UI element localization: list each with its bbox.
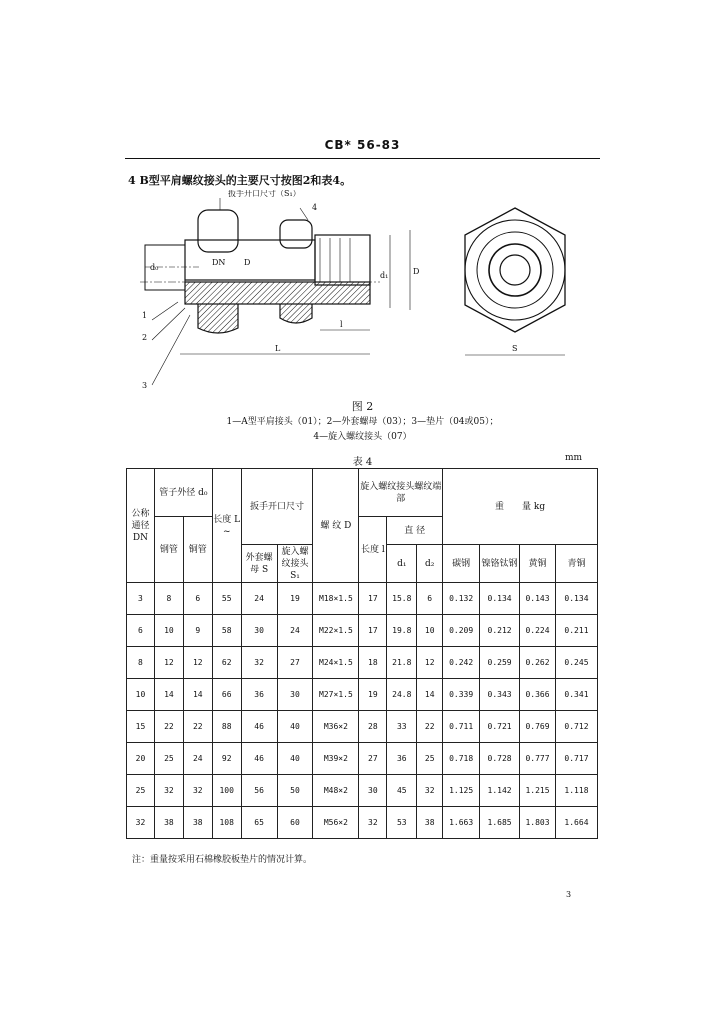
figure-legend-line-1: 1—A型平肩接头（01）；2—外套螺母（03）；3—垫片（04或05）； xyxy=(226,417,499,427)
table-row xyxy=(127,615,598,647)
table-cell: 0.366 xyxy=(520,679,556,711)
table-cell: 22 xyxy=(417,711,443,743)
table-row xyxy=(127,647,598,679)
table-cell: 1.663 xyxy=(443,807,480,839)
table-cell: 14 xyxy=(183,679,212,711)
table-cell: 15 xyxy=(127,711,155,743)
section-intro: 4 B型平肩螺纹接头的主要尺寸按图2和表4。 xyxy=(128,174,352,187)
header-d1: d₁ xyxy=(387,545,417,583)
table-cell: 32 xyxy=(359,807,387,839)
table-row xyxy=(127,775,598,807)
table-cell: 14 xyxy=(417,679,443,711)
table-cell: M48×2 xyxy=(313,775,359,807)
table-row xyxy=(127,711,598,743)
table-cell: 0.718 xyxy=(443,743,480,775)
callout-1: 1 xyxy=(142,311,148,320)
table-cell: 0.717 xyxy=(555,743,597,775)
header-carbon-steel: 碳钢 xyxy=(443,545,480,583)
hex-end-view xyxy=(465,208,565,332)
table-cell: 38 xyxy=(154,807,183,839)
table-cell: 24.8 xyxy=(387,679,417,711)
table-cell: 88 xyxy=(212,711,241,743)
dimension-table xyxy=(126,468,598,839)
table-cell: 12 xyxy=(154,647,183,679)
callout-2: 2 xyxy=(142,333,148,342)
table-body xyxy=(127,583,598,839)
header-brass: 黄铜 xyxy=(520,545,556,583)
table-cell: 32 xyxy=(154,775,183,807)
header-copper: 铜管 xyxy=(183,517,212,583)
screw-joint-hex-shape xyxy=(280,220,312,248)
dim-s: S xyxy=(512,344,518,353)
table-cell: 21.8 xyxy=(387,647,417,679)
table-cell: 38 xyxy=(417,807,443,839)
table-cell: 0.341 xyxy=(555,679,597,711)
table-cell: 9 xyxy=(183,615,212,647)
table-cell: 46 xyxy=(241,743,277,775)
table-cell: 0.259 xyxy=(480,647,520,679)
table-row xyxy=(127,583,598,615)
table-cell: 6 xyxy=(183,583,212,615)
header-screw-end: 旋入螺纹接头螺纹端部 xyxy=(359,469,443,517)
table-cell: M24×1.5 xyxy=(313,647,359,679)
header-wrench: 扳手开口尺寸 xyxy=(241,469,313,545)
table-cell: 8 xyxy=(154,583,183,615)
dim-l: l xyxy=(340,320,343,329)
table-row xyxy=(127,679,598,711)
table-cell: 40 xyxy=(277,711,313,743)
table-cell: 22 xyxy=(154,711,183,743)
dim-d-right: D xyxy=(413,267,420,276)
table-cell: 25 xyxy=(417,743,443,775)
header-thread: 螺 纹 D xyxy=(313,469,359,583)
table-cell: 1.664 xyxy=(555,807,597,839)
table-cell: 17 xyxy=(359,583,387,615)
table-cell: 1.125 xyxy=(443,775,480,807)
table-cell: 6 xyxy=(127,615,155,647)
table-cell: 1.215 xyxy=(520,775,556,807)
table-cell: 19 xyxy=(359,679,387,711)
table-cell: 62 xyxy=(212,647,241,679)
table-cell: 0.711 xyxy=(443,711,480,743)
table-row xyxy=(127,743,598,775)
table-cell: 1.685 xyxy=(480,807,520,839)
table-cell: M39×2 xyxy=(313,743,359,775)
table-cell: 0.212 xyxy=(480,615,520,647)
table-cell: 58 xyxy=(212,615,241,647)
table-cell: 8 xyxy=(127,647,155,679)
table-cell: 36 xyxy=(241,679,277,711)
header-l: 长度 l xyxy=(359,517,387,583)
header-nut-s: 外套螺母 S xyxy=(241,545,277,583)
table-cell: 36 xyxy=(387,743,417,775)
table-cell: 60 xyxy=(277,807,313,839)
table-cell: 1.118 xyxy=(555,775,597,807)
dim-dn: DN xyxy=(212,258,226,267)
table-cell: 28 xyxy=(359,711,387,743)
table-cell: 55 xyxy=(212,583,241,615)
table-cell: 15.8 xyxy=(387,583,417,615)
table-cell: 32 xyxy=(241,647,277,679)
table-cell: 56 xyxy=(241,775,277,807)
table-cell: 10 xyxy=(127,679,155,711)
table-cell: 20 xyxy=(127,743,155,775)
table-cell: 0.134 xyxy=(480,583,520,615)
table-cell: 0.712 xyxy=(555,711,597,743)
table-cell: 24 xyxy=(277,615,313,647)
table-cell: 22 xyxy=(183,711,212,743)
table-cell: 0.262 xyxy=(520,647,556,679)
table-cell: 45 xyxy=(387,775,417,807)
table-cell: 30 xyxy=(241,615,277,647)
table-cell: 10 xyxy=(154,615,183,647)
table-cell: 65 xyxy=(241,807,277,839)
table-cell: 0.339 xyxy=(443,679,480,711)
table-cell: M36×2 xyxy=(313,711,359,743)
document-header: CB* 56-83 xyxy=(324,138,401,152)
table-cell: 0.245 xyxy=(555,647,597,679)
figure-caption: 图 2 xyxy=(351,400,374,413)
table-cell: 10 xyxy=(417,615,443,647)
table-cell: 100 xyxy=(212,775,241,807)
callout-3: 3 xyxy=(142,381,148,390)
figure-legend-line-2: 4—旋入螺纹接头（07） xyxy=(313,432,412,442)
table-cell: 1.803 xyxy=(520,807,556,839)
table-cell: 0.721 xyxy=(480,711,520,743)
table-cell: 0.777 xyxy=(520,743,556,775)
table-cell: 24 xyxy=(241,583,277,615)
dim-d0: d₀ xyxy=(150,263,159,272)
table-cell: 1.142 xyxy=(480,775,520,807)
table-cell: 66 xyxy=(212,679,241,711)
table-cell: M18×1.5 xyxy=(313,583,359,615)
table-cell: 12 xyxy=(417,647,443,679)
table-cell: 17 xyxy=(359,615,387,647)
table-cell: M56×2 xyxy=(313,807,359,839)
table-cell: 40 xyxy=(277,743,313,775)
table-unit: mm xyxy=(565,453,583,463)
table-cell: 32 xyxy=(127,807,155,839)
header-dn: 公称通径 DN xyxy=(127,469,155,583)
table-cell: 19 xyxy=(277,583,313,615)
table-cell: 27 xyxy=(277,647,313,679)
wrench-size-label: 扳手开口尺寸（S₁） xyxy=(228,190,301,198)
thread-end-shape xyxy=(315,235,370,285)
table-cell: 33 xyxy=(387,711,417,743)
table-cell: 25 xyxy=(127,775,155,807)
table-cell: 6 xyxy=(417,583,443,615)
table-cell: 108 xyxy=(212,807,241,839)
header-stainless: 镍铬钛钢 xyxy=(480,545,520,583)
header-d2: d₂ xyxy=(417,545,443,583)
table-cell: 38 xyxy=(183,807,212,839)
table-cell: 46 xyxy=(241,711,277,743)
header-length: 长度 L ~ xyxy=(212,469,241,583)
table-cell: 0.209 xyxy=(443,615,480,647)
table-cell: 53 xyxy=(387,807,417,839)
table-cell: 14 xyxy=(154,679,183,711)
table-row xyxy=(127,807,598,839)
header-diameter: 直 径 xyxy=(387,517,443,545)
fitting-drawing xyxy=(140,190,580,395)
table-title: 表 4 xyxy=(352,457,373,468)
header-pipe-od: 管子外径 d₀ xyxy=(154,469,212,517)
header-joint-s1: 旋入螺纹接头 S₁ xyxy=(277,545,313,583)
table-cell: 0.143 xyxy=(520,583,556,615)
section-hatched xyxy=(185,282,370,304)
table-cell: 0.728 xyxy=(480,743,520,775)
header-bronze: 青铜 xyxy=(555,545,597,583)
outer-nut-shape xyxy=(198,210,238,252)
table-cell: 25 xyxy=(154,743,183,775)
table-cell: 12 xyxy=(183,647,212,679)
table-cell: 0.134 xyxy=(555,583,597,615)
table-cell: 92 xyxy=(212,743,241,775)
table-cell: 50 xyxy=(277,775,313,807)
table-cell: M27×1.5 xyxy=(313,679,359,711)
table-cell: 32 xyxy=(183,775,212,807)
table-cell: 3 xyxy=(127,583,155,615)
table-cell: 27 xyxy=(359,743,387,775)
table-cell: 30 xyxy=(277,679,313,711)
page-number: 3 xyxy=(566,890,572,899)
table-cell: M22×1.5 xyxy=(313,615,359,647)
table-cell: 0.132 xyxy=(443,583,480,615)
header-steel: 钢管 xyxy=(154,517,183,583)
table-cell: 0.343 xyxy=(480,679,520,711)
table-cell: 0.242 xyxy=(443,647,480,679)
dim-d1: d₁ xyxy=(380,271,389,280)
table-cell: 30 xyxy=(359,775,387,807)
table-cell: 19.8 xyxy=(387,615,417,647)
header-rule xyxy=(125,158,600,159)
table-cell: 24 xyxy=(183,743,212,775)
table-cell: 0.769 xyxy=(520,711,556,743)
table-cell: 0.224 xyxy=(520,615,556,647)
table-cell: 0.211 xyxy=(555,615,597,647)
dim-d: D xyxy=(244,258,251,267)
dim-length-l: L xyxy=(275,344,281,353)
table-cell: 32 xyxy=(417,775,443,807)
table-cell: 18 xyxy=(359,647,387,679)
table-note: 注：重量按采用石棉橡胶板垫片的情况计算。 xyxy=(132,855,313,865)
callout-4: 4 xyxy=(312,203,318,212)
header-weight: 重 量 kg xyxy=(443,469,598,545)
